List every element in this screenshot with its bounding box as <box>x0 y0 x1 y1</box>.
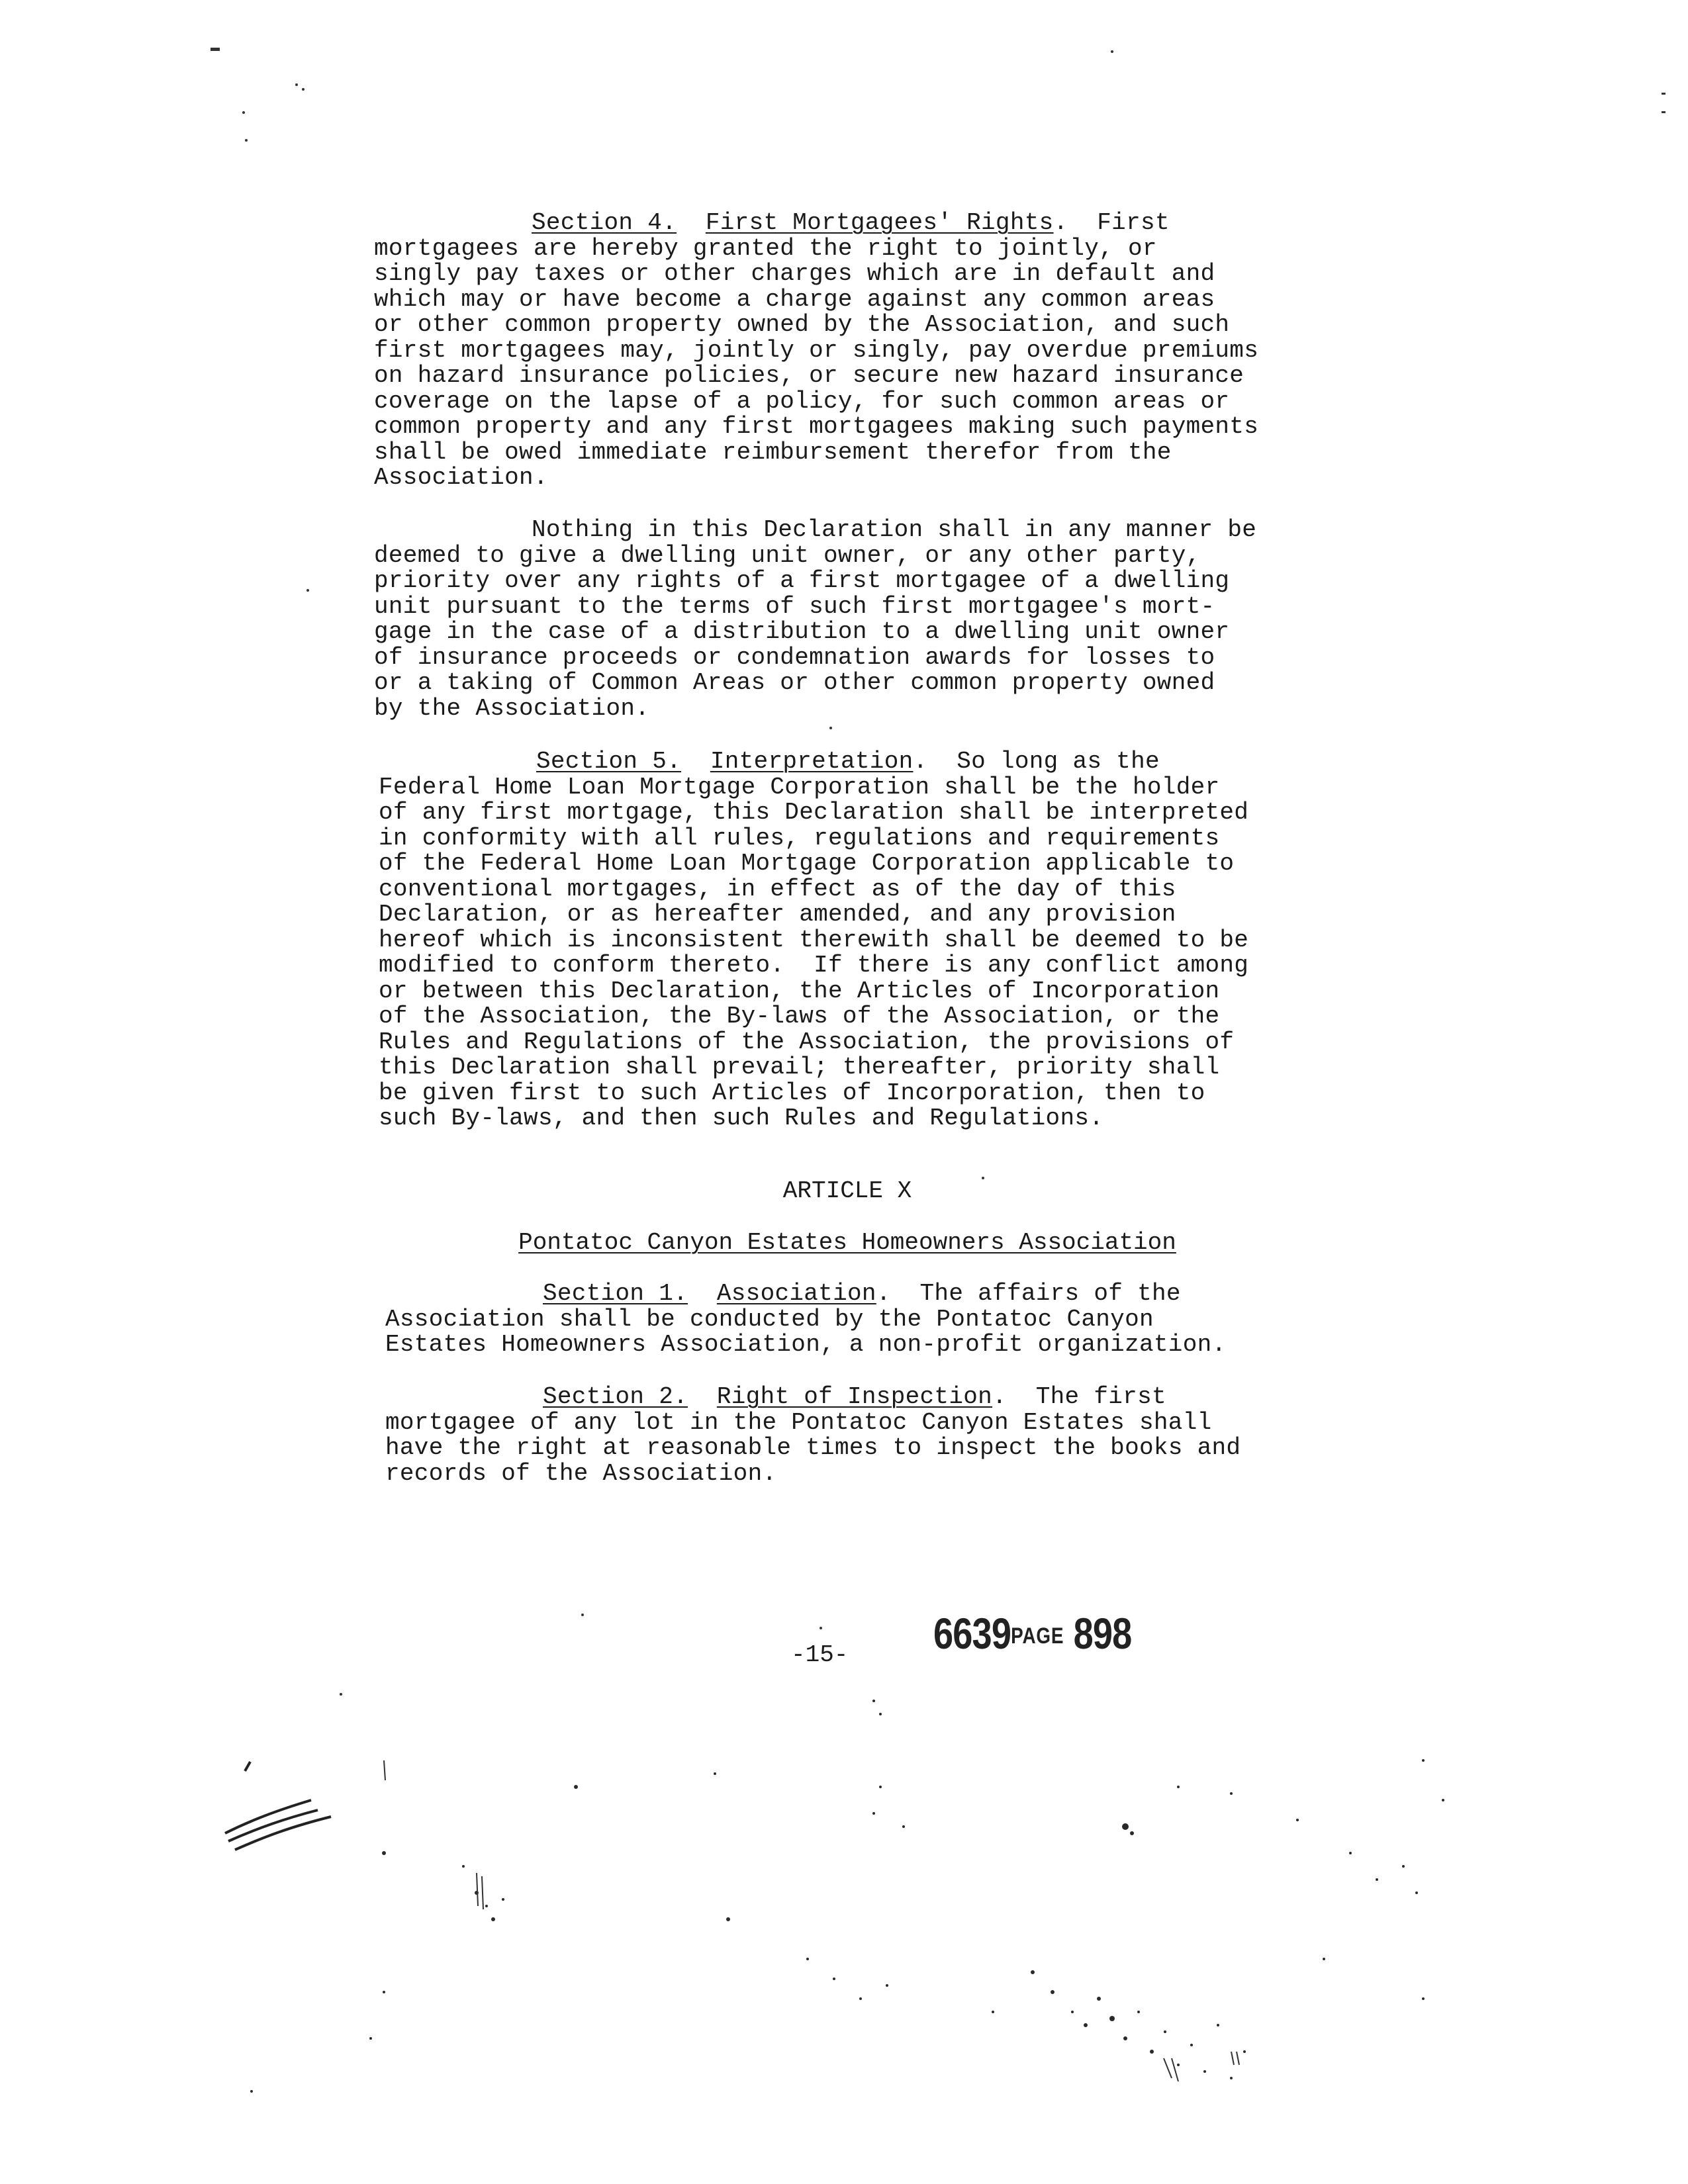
section-4-line: mortgagees are hereby granted the right to jointly, or <box>374 234 1157 262</box>
section-2-first-line-rest: . The first <box>992 1383 1166 1410</box>
section-5-line: hereof which is inconsistent therewith shall be deemed to be <box>379 926 1249 954</box>
page-number: -15- <box>791 1641 849 1668</box>
section-4-line: Association. <box>374 464 548 491</box>
stamp-page-number: 898 <box>1073 1609 1132 1658</box>
article-title: ARTICLE X <box>782 1177 912 1205</box>
section-4-line: or other common property owned by the Association, and such <box>374 311 1230 338</box>
nothing-first-line: Nothing in this Declaration shall in any manner be <box>532 516 1257 543</box>
section-2-line: mortgagee of any lot in the Pontatoc Canyon Estates shall <box>385 1408 1212 1436</box>
section-2-title: Right of Inspection <box>716 1383 993 1410</box>
section-5-line: such By-laws, and then such Rules and Regulations. <box>379 1105 1104 1132</box>
section-2-line: records of the Association. <box>385 1459 777 1487</box>
section-1-line: Association shall be conducted by the Pontatoc Canyon <box>385 1305 1154 1333</box>
stamp-page-word: PAGE <box>1011 1623 1064 1649</box>
nothing-line: or a taking of Common Areas or other common property owned <box>374 669 1215 696</box>
section-4-line: common property and any first mortgagees making such payments <box>374 413 1259 440</box>
section-5-line: Federal Home Loan Mortgage Corporation shall be the holder <box>379 773 1220 801</box>
section-5-line: Declaration, or as hereafter amended, and any provision <box>379 901 1176 928</box>
section-2-line: have the right at reasonable times to inspect the books and <box>385 1434 1241 1461</box>
section-5-line: Rules and Regulations of the Association, the provisions of <box>379 1028 1235 1056</box>
section-4-line: shall be owed immediate reimbursement therefor from the <box>374 438 1172 466</box>
nothing-line: gage in the case of a distribution to a dwelling unit owner <box>374 618 1230 645</box>
section-5-line: modified to conform thereto. If there is any conflict among <box>379 952 1249 979</box>
section-4-label: Section 4. <box>532 209 677 236</box>
section-5-line: of the Federal Home Loan Mortgage Corporation applicable to <box>379 850 1235 877</box>
section-4-first-line-rest: . First <box>1053 209 1170 236</box>
section-5-line: in conformity with all rules, regulations and requirements <box>379 824 1220 852</box>
stamp-book-number: 6639 <box>933 1609 1011 1658</box>
nothing-line: unit pursuant to the terms of such first mortgagee's mort- <box>374 592 1215 620</box>
section-4-line: coverage on the lapse of a policy, for such common areas or <box>374 387 1230 415</box>
section-5-line: this Declaration shall prevail; thereafter, priority shall <box>379 1054 1220 1081</box>
section-5-title: Interpretation <box>710 748 914 775</box>
section-5-line: be given first to such Articles of Incorporation, then to <box>379 1079 1205 1107</box>
section-4-title: First Mortgagees' Rights <box>705 209 1054 236</box>
section-4-line: on hazard insurance policies, or secure new hazard insurance <box>374 362 1244 389</box>
nothing-line: of insurance proceeds or condemnation awards for losses to <box>374 643 1215 671</box>
section-4-line: singly pay taxes or other charges which are in default and <box>374 260 1215 287</box>
nothing-line: priority over any rights of a first mortgagee of a dwelling <box>374 567 1230 594</box>
section-5-label: Section 5. <box>536 748 682 775</box>
section-5-first-line-rest: . So long as the <box>913 748 1160 775</box>
section-2-label: Section 2. <box>543 1383 688 1410</box>
section-5-line: of any first mortgage, this Declaration shall be interpreted <box>379 799 1249 826</box>
section-4-line: which may or have become a charge against any common areas <box>374 285 1215 313</box>
section-4-line: first mortgagees may, jointly or singly, pay overdue premiums <box>374 336 1259 364</box>
section-1-label: Section 1. <box>543 1280 688 1307</box>
section-1-first-line-rest: . The affairs of the <box>876 1280 1181 1307</box>
section-1-line: Estates Homeowners Association, a non-profit organization. <box>385 1331 1227 1358</box>
section-5-line: or between this Declaration, the Articles of Incorporation <box>379 977 1220 1005</box>
article-subtitle-text: Pontatoc Canyon Estates Homeowners Association <box>518 1229 1176 1256</box>
nothing-line: by the Association. <box>374 694 650 722</box>
section-5-line: conventional mortgages, in effect as of the day of this <box>379 875 1176 903</box>
section-1-title: Association <box>716 1280 876 1307</box>
nothing-line: deemed to give a dwelling unit owner, or any other party, <box>374 541 1201 569</box>
section-5-line: of the Association, the By-laws of the Association, or the <box>379 1003 1220 1030</box>
